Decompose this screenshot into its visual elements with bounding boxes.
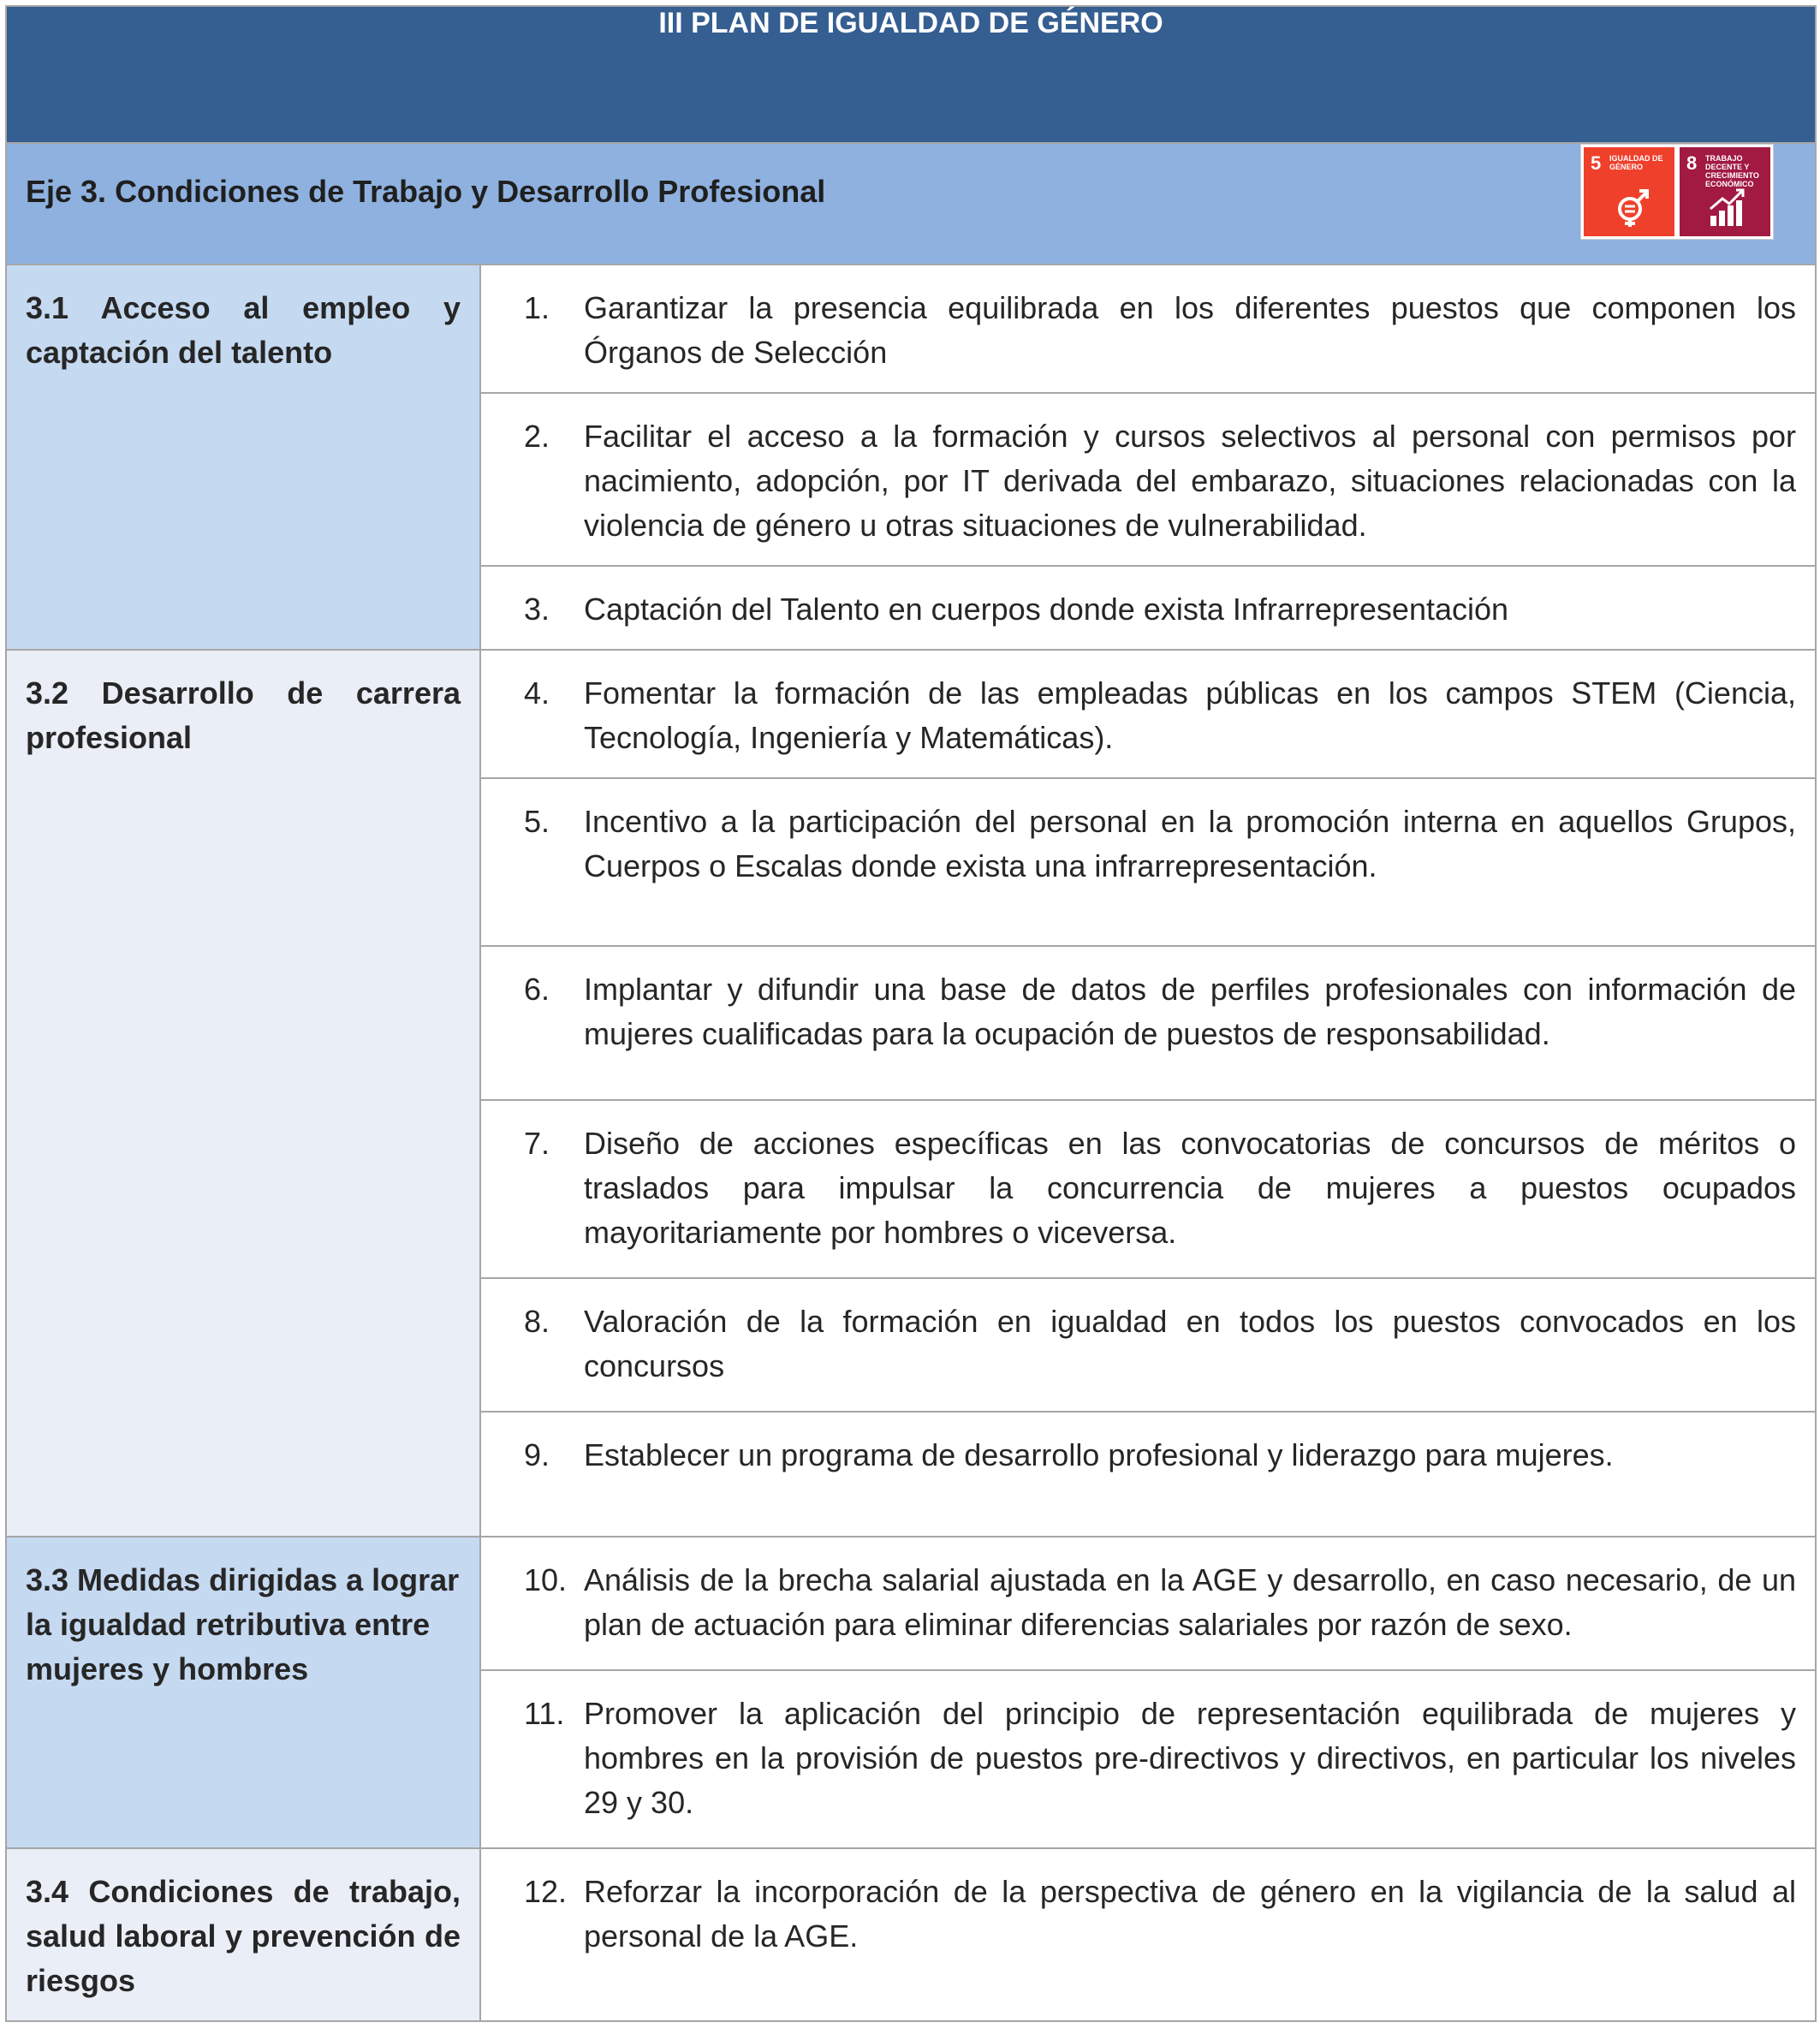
gender-equality-icon [1613,187,1650,228]
section-title: 3.2 Desarrollo de carrera profesional [6,650,480,1537]
list-item: 1. Garantizar la presencia equilibrada en los diferentes puestos que componen los Órganos de Selección [480,265,1816,393]
list-item: 8. Valoración de la formación en igualdad en todos los puestos convocados en los concursos [480,1278,1816,1412]
section-title: 3.3 Medidas dirigidas a lograr la igualdad retributiva entre mujeres y hombres [6,1537,480,1848]
table-row [6,650,1816,778]
list-item: 12. Reforzar la incorporación de la perspectiva de género en la vigilancia de la salud al personal de la AGE. [480,1848,1816,2021]
list-item: 11. Promover la aplicación del principio de representación equilibrada de mujeres y hombres en la provisión de puestos pre-directivos y directivos, en particular los niveles 29 y 30. [480,1670,1816,1848]
plan-table [5,5,1817,2022]
sdg-8-badge: 8 TRABAJO DECENTE Y CRECIMIENTO ECONÓMICO [1680,147,1770,236]
list-item: 9. Establecer un programa de desarrollo profesional y liderazgo para mujeres. [480,1412,1816,1537]
sdg-badges [1580,144,1774,240]
axis-title: Eje 3. Condiciones de Trabajo y Desarrollo Profesional [26,174,826,209]
table-row [6,265,1816,393]
axis-row [6,143,1816,265]
title-row [6,6,1816,143]
plan-title: III PLAN DE IGUALDAD DE GÉNERO [6,6,1816,143]
list-item: 7. Diseño de acciones específicas en las convocatorias de concursos de méritos o traslados para impulsar la concurrencia de mujeres a puestos ocupados mayoritariamente por hombres o viceversa. [480,1100,1816,1278]
list-item: 5. Incentivo a la participación del personal en la promoción interna en aquellos Grupos, Cuerpos o Escalas donde exista una infrarrepresentación. [480,778,1816,946]
list-item: 4. Fomentar la formación de las empleadas públicas en los campos STEM (Ciencia, Tecnología, Ingeniería y Matemáticas). [480,650,1816,778]
economic-growth-icon [1709,187,1746,228]
sdg-5-badge: 5 IGUALDAD DE GÉNERO [1584,147,1674,236]
table-row [6,1537,1816,1670]
table-row [6,1848,1816,2021]
section-title: 3.1 Acceso al empleo y captación del talento [6,265,480,650]
list-item: 2. Facilitar el acceso a la formación y cursos selectivos al personal con permisos por nacimiento, adopción, por IT derivada del embarazo, situaciones relacionadas con la violencia de género u otras situaciones de vulnerabilidad. [480,393,1816,566]
section-title: 3.4 Condiciones de trabajo, salud laboral y prevención de riesgos [6,1848,480,2021]
list-item: 10. Análisis de la brecha salarial ajustada en la AGE y desarrollo, en caso necesario, de un plan de actuación para eliminar diferencias salariales por razón de sexo. [480,1537,1816,1670]
list-item: 3. Captación del Talento en cuerpos donde exista Infrarrepresentación [480,566,1816,650]
list-item: 6. Implantar y difundir una base de datos de perfiles profesionales con información de mujeres cualificadas para la ocupación de puestos de responsabilidad. [480,946,1816,1100]
